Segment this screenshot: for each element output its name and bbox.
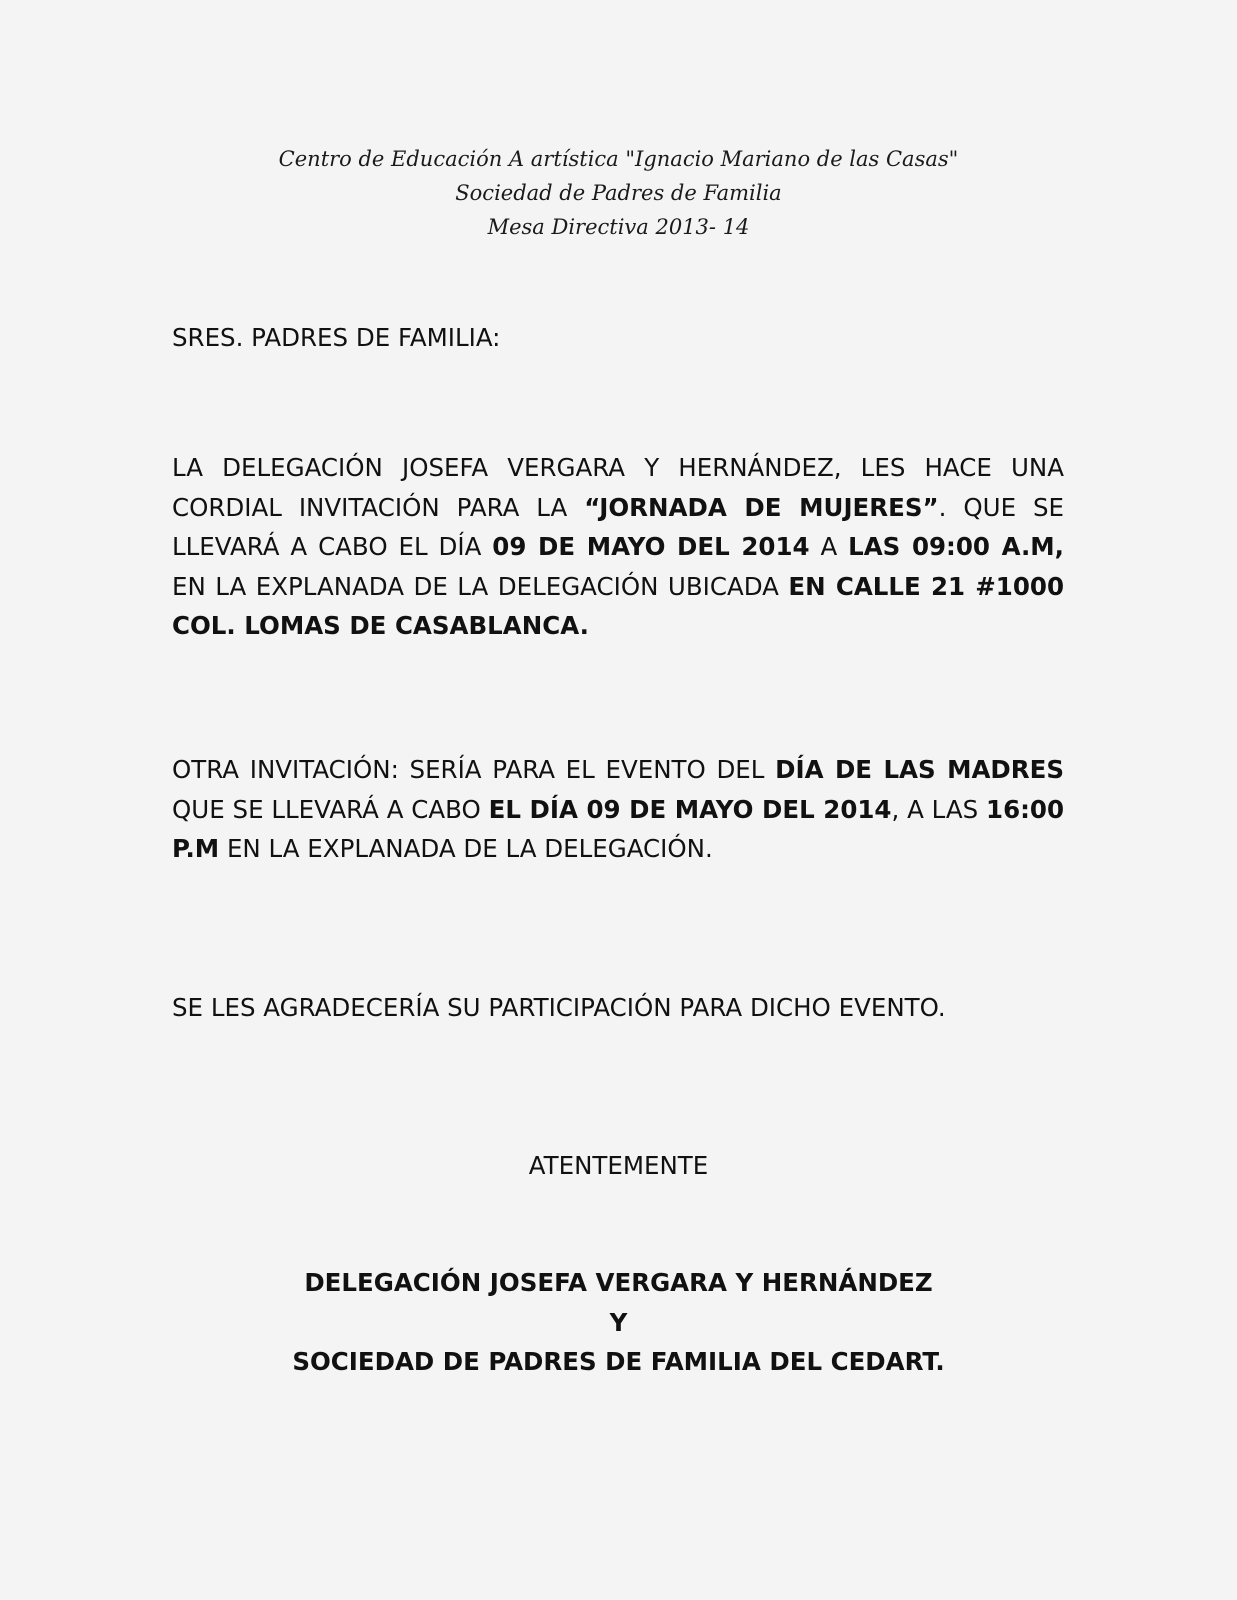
para1-text-4: EN LA EXPLANADA DE LA DELEGACIÓN UBICADA <box>172 571 789 601</box>
para1-text-1: LA DELEGACIÓN JOSEFA VERGARA Y HERNÁNDEZ, LES HACE UNA CORDIAL INVITACIÓN PARA LA <box>172 453 1064 522</box>
mothers-event-date: EL DÍA 09 DE MAYO DEL 2014 <box>488 794 892 824</box>
para1-text-3: A <box>809 532 849 561</box>
para2-text-4: EN LA EXPLANADA DE LA DELEGACIÓN. <box>219 834 713 863</box>
paragraph-thanks: SE LES AGRADECERÍA SU PARTICIPACIÓN PARA DICHO EVENTO. <box>172 993 946 1022</box>
para2-text-3: , A LAS <box>891 794 987 824</box>
mothers-event-time: 16:00 P.M <box>172 794 1065 863</box>
closing: ATENTEMENTE <box>528 1151 709 1180</box>
para2-text-1: OTRA INVITACIÓN: SERÍA PARA EL EVENTO DEL <box>172 755 776 784</box>
paragraph-invitation-mothers <box>172 750 1064 869</box>
letterhead <box>0 142 1237 244</box>
signature-block <box>0 1263 1237 1382</box>
para2-text-2: QUE SE LLEVARÁ A CABO <box>172 794 489 824</box>
para1-text-2: . QUE SE LLEVARÁ A CABO EL DÍA <box>172 492 1065 561</box>
mothers-event-name: DÍA DE LAS MADRES <box>775 755 1065 784</box>
signature-society: SOCIEDAD DE PADRES DE FAMILIA DEL CEDART. <box>292 1347 945 1376</box>
letterhead-board: Mesa Directiva 2013- 14 <box>487 215 750 239</box>
event-name: “JORNADA DE MUJERES” <box>584 492 939 522</box>
event-address: EN CALLE 21 #1000 COL. LOMAS DE CASABLANCA. <box>172 571 1064 640</box>
event-time: LAS 09:00 A.M, <box>848 532 1064 561</box>
salutation: SRES. PADRES DE FAMILIA: <box>172 323 501 352</box>
letterhead-institution: Centro de Educación A artística "Ignacio Mariano de las Casas" <box>278 147 959 171</box>
signature-conjunction: Y <box>609 1307 628 1337</box>
letterhead-society: Sociedad de Padres de Familia <box>455 181 782 205</box>
paragraph-invitation-women <box>172 448 1064 646</box>
event-date: 09 DE MAYO DEL 2014 <box>492 532 810 561</box>
signature-delegation: DELEGACIÓN JOSEFA VERGARA Y HERNÁNDEZ <box>304 1268 933 1297</box>
